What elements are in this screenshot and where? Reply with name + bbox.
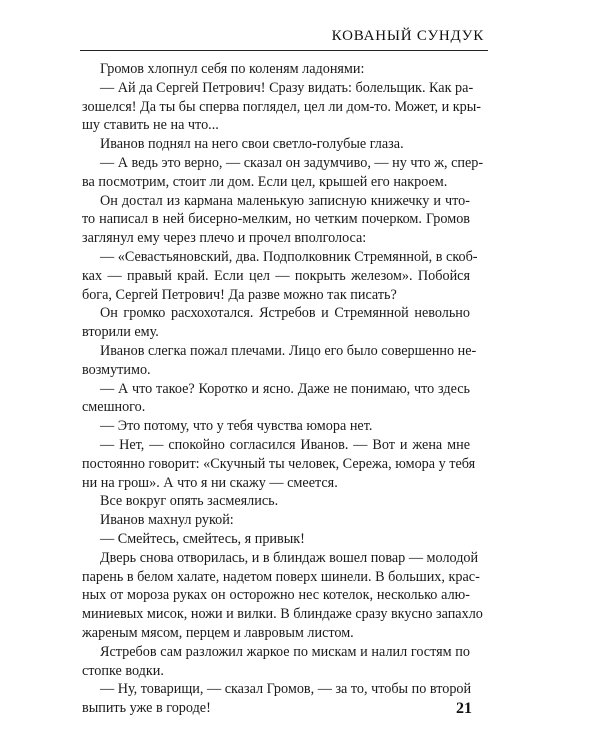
paragraph xyxy=(82,549,483,643)
text-line: заглянул ему через плечо и прочел вполголоса: xyxy=(82,230,367,247)
text-line: возмутимо. xyxy=(82,361,151,378)
page-number: 21 xyxy=(456,700,472,717)
text-line: Все вокруг опять засмеялись. xyxy=(100,493,279,510)
text-line: ках — правый край. Если цел — покрыть железом». Побойся xyxy=(82,267,470,284)
paragraph xyxy=(82,248,478,304)
text-line: — Ай да Сергей Петрович! Сразу видать: болельщик. Как ра- xyxy=(100,79,474,96)
running-title: КОВАНЫЙ СУНДУК xyxy=(331,28,484,44)
paragraph xyxy=(82,154,484,192)
text-line: ни на грош». А что я ни скажу — смеется. xyxy=(82,474,338,491)
paragraph xyxy=(82,680,472,718)
body-text xyxy=(82,60,484,718)
paragraph xyxy=(100,511,470,530)
text-line: — Нет, — спокойно согласился Иванов. — Вот и жена мне xyxy=(100,436,470,453)
text-line: — А что такое? Коротко и ясно. Даже не понимаю, что здесь xyxy=(100,380,470,397)
text-line: — Смейтесь, смейтесь, я привык! xyxy=(100,530,305,547)
text-line: постоянно говорит: «Скучный ты человек, Сережа, юмора у тебя xyxy=(82,455,476,472)
paragraph xyxy=(82,192,470,248)
text-line: ных от мороза руках он осторожно нес котелок, несколько алю- xyxy=(82,587,470,604)
text-line: стопке водки. xyxy=(82,662,164,679)
text-line: — Ну, товарищи, — сказал Громов, — за то, чтобы по второй xyxy=(100,681,472,698)
text-line: Ястребов сам разложил жаркое по мискам и налил гостям по xyxy=(100,643,470,660)
paragraph xyxy=(100,492,470,511)
text-line: парень в белом халате, надетом поверх шинели. В больших, крас- xyxy=(82,568,480,585)
text-line: жареным мясом, перцем и лавровым листом. xyxy=(82,624,354,641)
text-line: зошелся! Да ты бы сперва поглядел, цел ли дом-то. Может, и кры- xyxy=(82,98,482,115)
paragraph xyxy=(100,417,470,436)
text-line: вторили ему. xyxy=(82,324,159,341)
paragraph xyxy=(82,79,482,135)
text-line: смешного. xyxy=(82,399,146,416)
paragraph xyxy=(82,342,477,380)
paragraph xyxy=(82,643,470,681)
paragraph xyxy=(82,436,476,492)
text-line: миниевых мисок, ножи и вилки. В блиндаже сразу вкусно запахло xyxy=(82,606,483,623)
text-line: Иванов поднял на него свои светло-голубые глаза. xyxy=(100,136,404,153)
text-line: Он громко расхохотался. Ястребов и Стремянной невольно xyxy=(100,305,470,322)
paragraph xyxy=(82,380,470,418)
text-line: Иванов махнул рукой: xyxy=(100,512,234,529)
text-line: бога, Сергей Петрович! Да разве можно так писать? xyxy=(82,286,397,303)
paragraph xyxy=(82,304,470,342)
paragraph xyxy=(100,135,470,154)
text-line: Он достал из кармана маленькую записную книжечку и что- xyxy=(100,192,470,209)
header-rule xyxy=(80,50,488,51)
text-line: Дверь снова отворилась, и в блиндаж вошел повар — молодой xyxy=(100,549,479,566)
paragraph xyxy=(100,60,470,79)
text-line: шу ставить не на что... xyxy=(82,117,219,134)
text-line: Громов хлопнул себя по коленям ладонями: xyxy=(100,61,365,77)
paragraph xyxy=(100,530,470,549)
text-line: то написал в ней бисерно-мелким, но четким почерком. Громов xyxy=(82,211,470,228)
text-line: Иванов слегка пожал плечами. Лицо его было совершенно не- xyxy=(100,342,477,359)
running-header xyxy=(80,26,488,48)
text-line: — Это потому, что у тебя чувства юмора нет. xyxy=(100,418,373,435)
text-line: ва посмотрим, стоит ли дом. Если цел, крышей его накроем. xyxy=(82,173,448,190)
text-line: выпить уже в городе! xyxy=(82,700,211,717)
text-line: — А ведь это верно, — сказал он задумчиво, — ну что ж, спер- xyxy=(100,154,484,171)
text-line: — «Севастьяновский, два. Подполковник Стремянной, в скоб- xyxy=(100,248,478,265)
